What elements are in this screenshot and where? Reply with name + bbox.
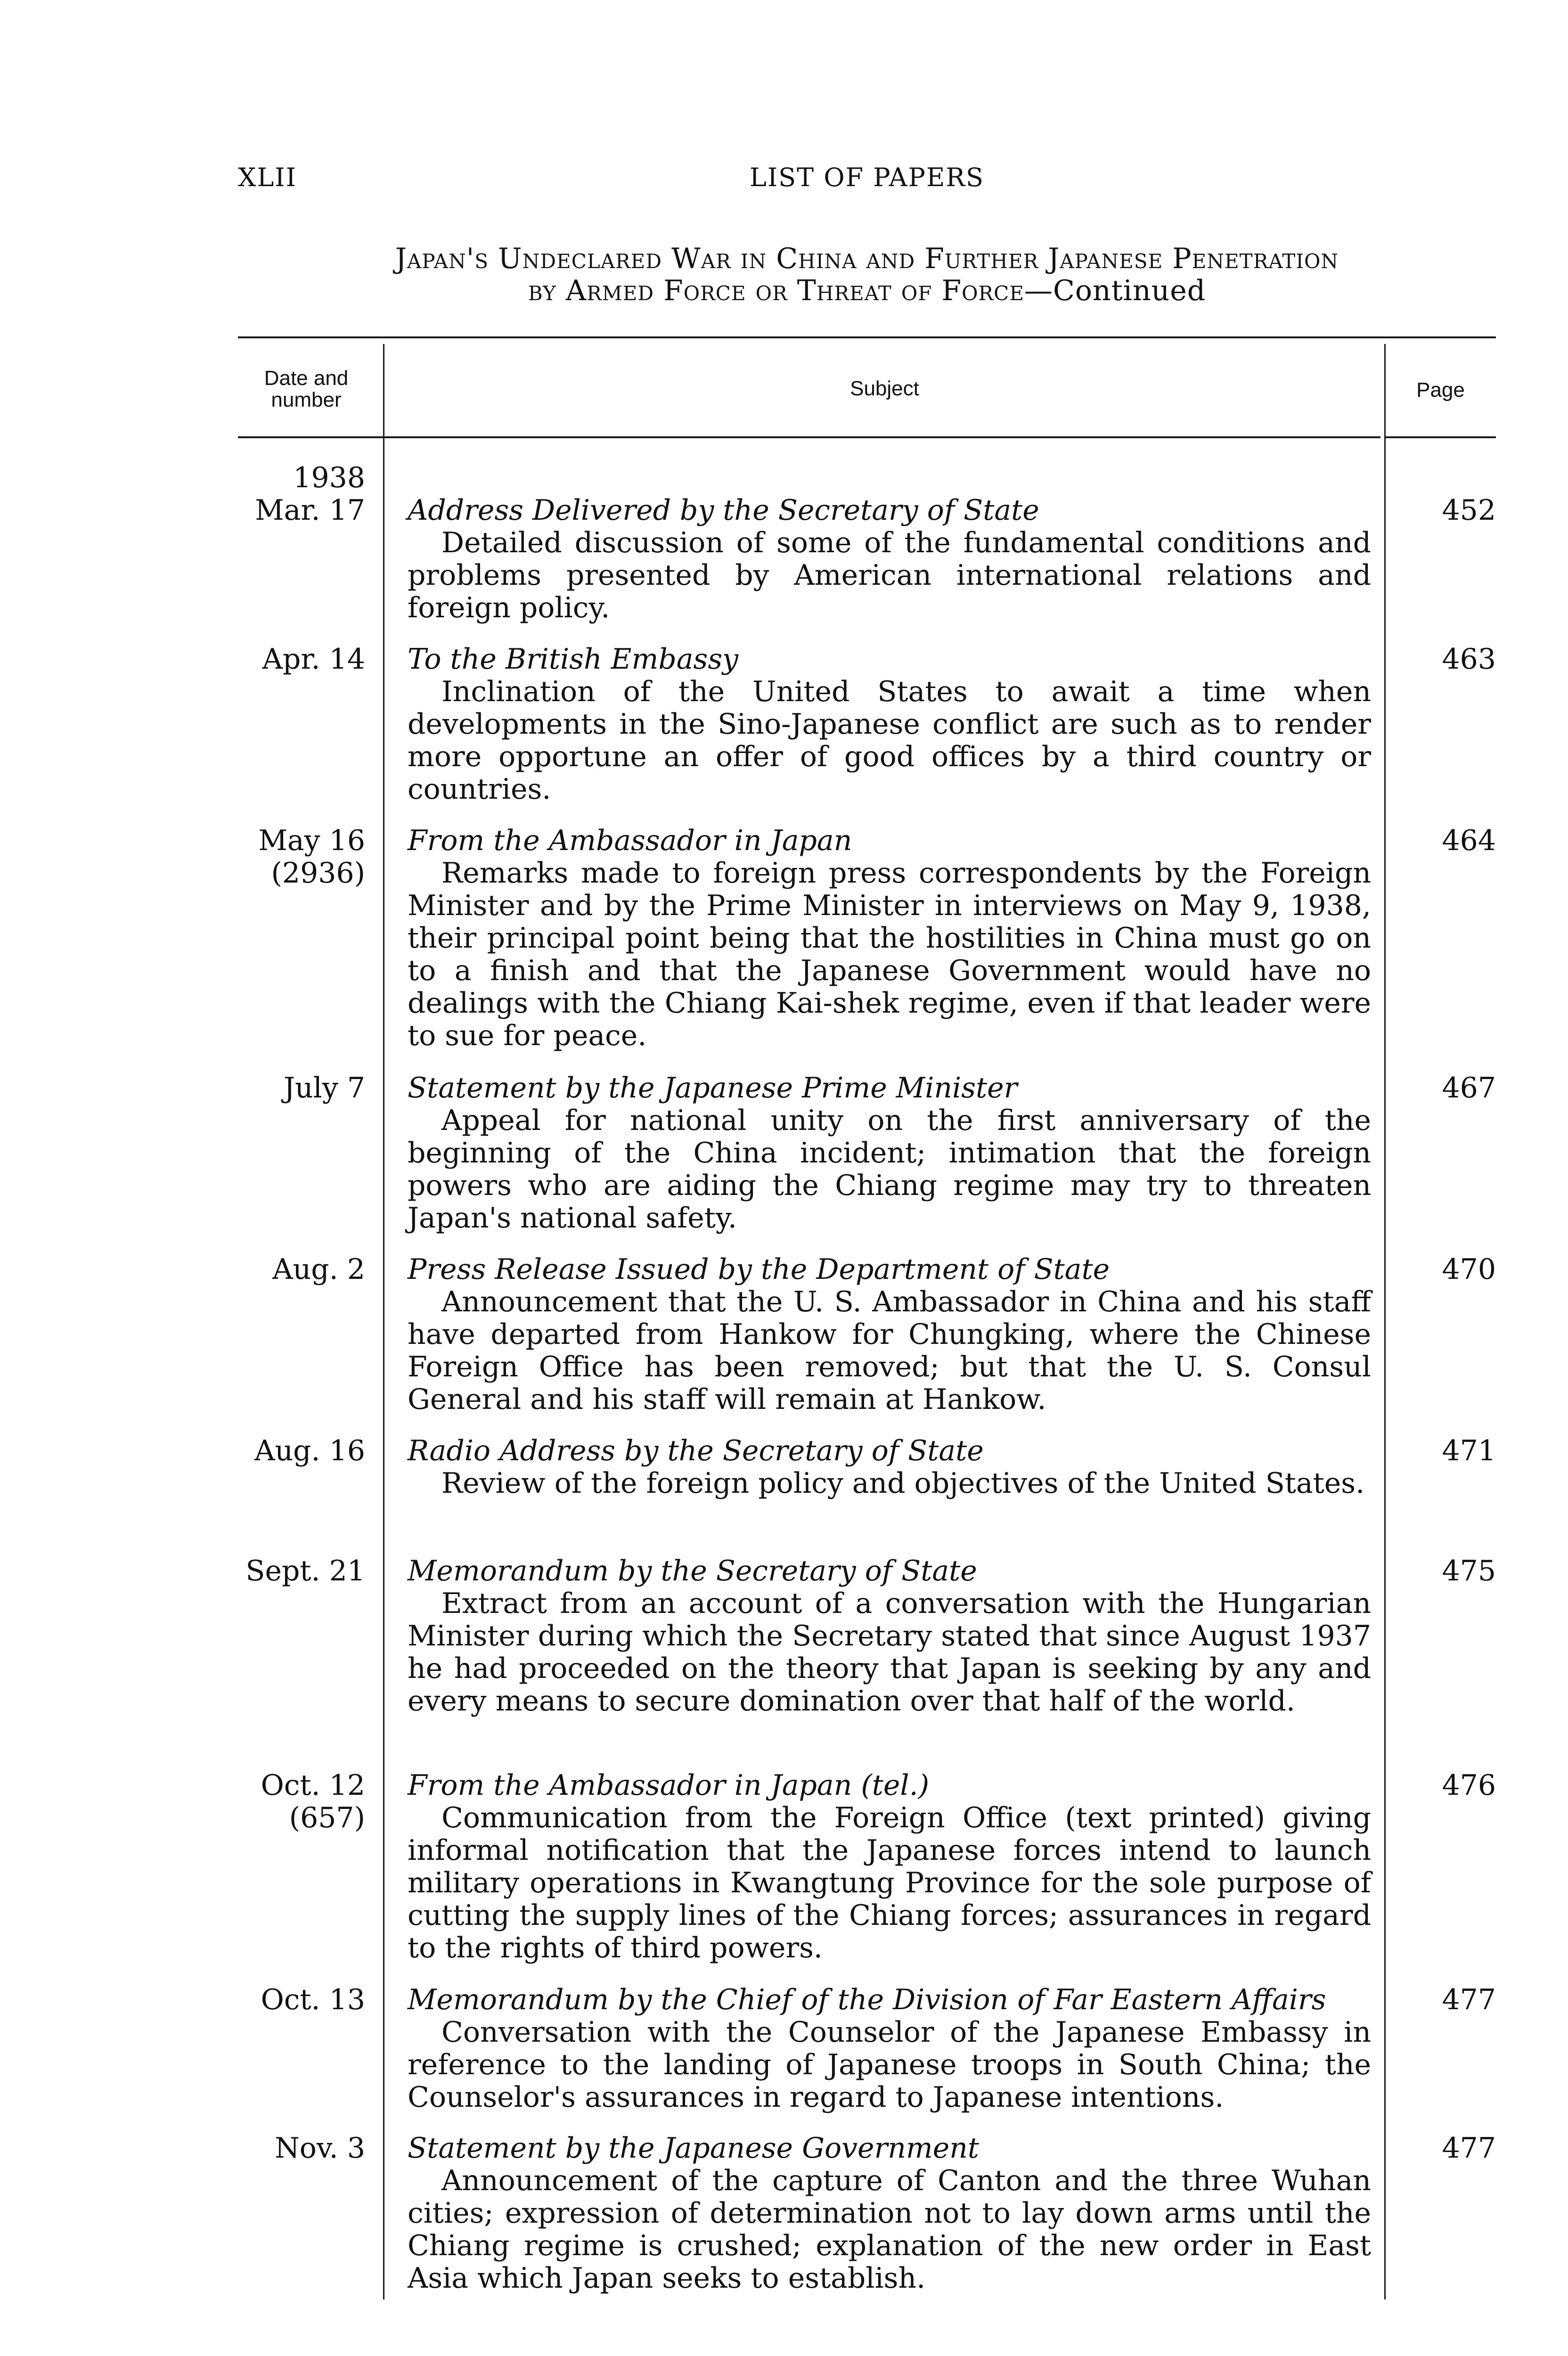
column-header-date: Date and number (264, 367, 349, 411)
section-title-continued: —Continued (1024, 274, 1206, 307)
entry-page: 477 (1442, 2132, 1496, 2165)
entry-page: 471 (1442, 1434, 1496, 1467)
entry-page: 476 (1442, 1769, 1496, 1802)
section-title-line-1: Japan's Undeclared War in China and Further Japanese Penetration (395, 242, 1339, 275)
entry-description: Detailed discussion of some of the fundamental conditions and problems presented by American international relations and foreign policy. (408, 526, 1371, 624)
entry-description: Conversation with the Counselor of the Japanese Embassy in reference to the landing of Japanese troops in South China; the Counselor's assurances in regard to Japanese intentions. (408, 2016, 1371, 2114)
entry-heading: To the British Embassy (408, 643, 739, 676)
running-head (238, 163, 1496, 205)
entry-heading: Memorandum by the Secretary of State (408, 1554, 977, 1587)
entry-date: July 7 (283, 1072, 365, 1104)
entry-page: 463 (1442, 643, 1496, 676)
section-title-line-2-text: by Armed Force or Threat of Force (528, 274, 1024, 307)
page-folio: XLII (238, 163, 297, 192)
entry-date: Oct. 13 (261, 1983, 365, 2016)
entry-date-cell (238, 1253, 365, 1286)
entry-date-cell (238, 1769, 365, 1834)
entry-description: Announcement of the capture of Canton and the three Wuhan cities; expression of determination not to lay down arms until the Chiang regime is crushed; explanation of the new order in East Asia which Japan seeks to establish. (408, 2164, 1371, 2295)
entry-subject-cell (408, 494, 1371, 624)
entry-page: 464 (1442, 824, 1496, 857)
entry-heading: Memorandum by the Chief of the Division of Far Eastern Affairs (408, 1983, 1326, 2016)
entry-date: May 16 (258, 824, 365, 857)
entry-date-cell (238, 1072, 365, 1104)
entry-description: Communication from the Foreign Office (text printed) giving informal notification that the Japanese forces intend to launch military operations in Kwangtung Province for the sole purpose of cutting the supply lines of the Chiang forces; assurances in regard to the rights of third powers. (408, 1801, 1371, 1964)
entry-heading: From the Ambassador in Japan (tel.) (408, 1769, 930, 1802)
section-title (238, 243, 1496, 307)
entry-date: Sept. 21 (245, 1554, 365, 1587)
entry-number: (657) (289, 1801, 365, 1834)
entry-date: Nov. 3 (275, 2132, 365, 2165)
entry-description: Inclination of the United States to await a time when developments in the Sino-Japanese conflict are such as to render more opportune an offer of good offices by a third country or countries. (408, 675, 1371, 806)
entry-subject-cell (408, 1435, 1371, 1500)
entry-heading: Statement by the Japanese Government (408, 2132, 980, 2165)
page-header-rule (1385, 436, 1496, 438)
column-divider-left (383, 344, 384, 2299)
entry-subject-cell (408, 2132, 1371, 2295)
entry-subject-cell (408, 1072, 1371, 1235)
entry-date-cell (238, 2132, 365, 2165)
entry-date: Aug. 2 (272, 1253, 365, 1286)
entry-description: Remarks made to foreign press correspondents by the Foreign Minister and by the Prime Minister in interviews on May 9, 1938, their principal point being that the hostilities in China must go on to a finish and that the Japanese Government would have no dealings with the Chiang Kai-shek regime, even if that leader were to sue for peace. (408, 857, 1371, 1052)
entry-number: (2936) (271, 857, 365, 890)
date-header-rule (238, 436, 384, 438)
entry-heading: From the Ambassador in Japan (408, 824, 852, 857)
entry-page: 467 (1442, 1072, 1496, 1104)
subject-header-rule (384, 436, 1380, 438)
entry-date-cell (238, 462, 365, 527)
entry-description: Extract from an account of a conversation with the Hungarian Minister during which the Secretary stated that since August 1937 he had proceeded on the theory that Japan is seeking by any and every means to secure domination over that half of the world. (408, 1587, 1371, 1718)
section-title-line-2 (238, 275, 1496, 307)
entry-subject-cell (408, 1769, 1371, 1964)
entry-date-cell (238, 1984, 365, 2016)
running-head-title: LIST OF PAPERS (749, 163, 985, 192)
entry-description: Review of the foreign policy and objectives of the United States. (441, 1467, 1365, 1500)
entry-heading: Address Delivered by the Secretary of State (408, 494, 1039, 527)
entry-page: 470 (1442, 1253, 1496, 1286)
column-divider-right (1384, 344, 1386, 2299)
entry-date: Aug. 16 (254, 1434, 365, 1467)
entry-heading: Press Release Issued by the Department of State (408, 1253, 1110, 1286)
entry-page: 452 (1442, 494, 1496, 527)
entry-subject-cell (408, 1984, 1371, 2114)
entry-subject-cell (408, 643, 1371, 806)
entry-date-cell (238, 1435, 365, 1467)
entry-heading: Radio Address by the Secretary of State (408, 1434, 984, 1467)
entry-date: Apr. 14 (262, 643, 365, 676)
entry-description: Announcement that the U. S. Ambassador in China and his staff have departed from Hankow for Chungking, where the Chinese Foreign Office has been removed; but that the U. S. Consul General and his staff will remain at Hankow. (408, 1285, 1371, 1416)
entry-date-cell (238, 643, 365, 676)
entry-date: Mar. 17 (255, 494, 365, 527)
entry-date: Oct. 12 (261, 1769, 365, 1802)
table-top-rule (238, 336, 1496, 338)
column-header-page: Page (1416, 378, 1465, 401)
column-header-subject: Subject (850, 377, 919, 400)
entry-subject-cell (408, 825, 1371, 1052)
entry-page: 477 (1442, 1983, 1496, 2016)
entry-subject-cell (408, 1555, 1371, 1718)
entry-page: 475 (1442, 1554, 1496, 1587)
entry-heading: Statement by the Japanese Prime Minister (408, 1072, 1018, 1104)
entry-year: 1938 (293, 461, 365, 494)
entry-date-cell (238, 825, 365, 890)
entry-subject-cell (408, 1253, 1371, 1416)
entry-date-cell (238, 1555, 365, 1587)
entry-description: Appeal for national unity on the first anniversary of the beginning of the China incident; intimation that the foreign powers who are aiding the Chiang regime may try to threaten Japan's national safety. (408, 1104, 1371, 1235)
